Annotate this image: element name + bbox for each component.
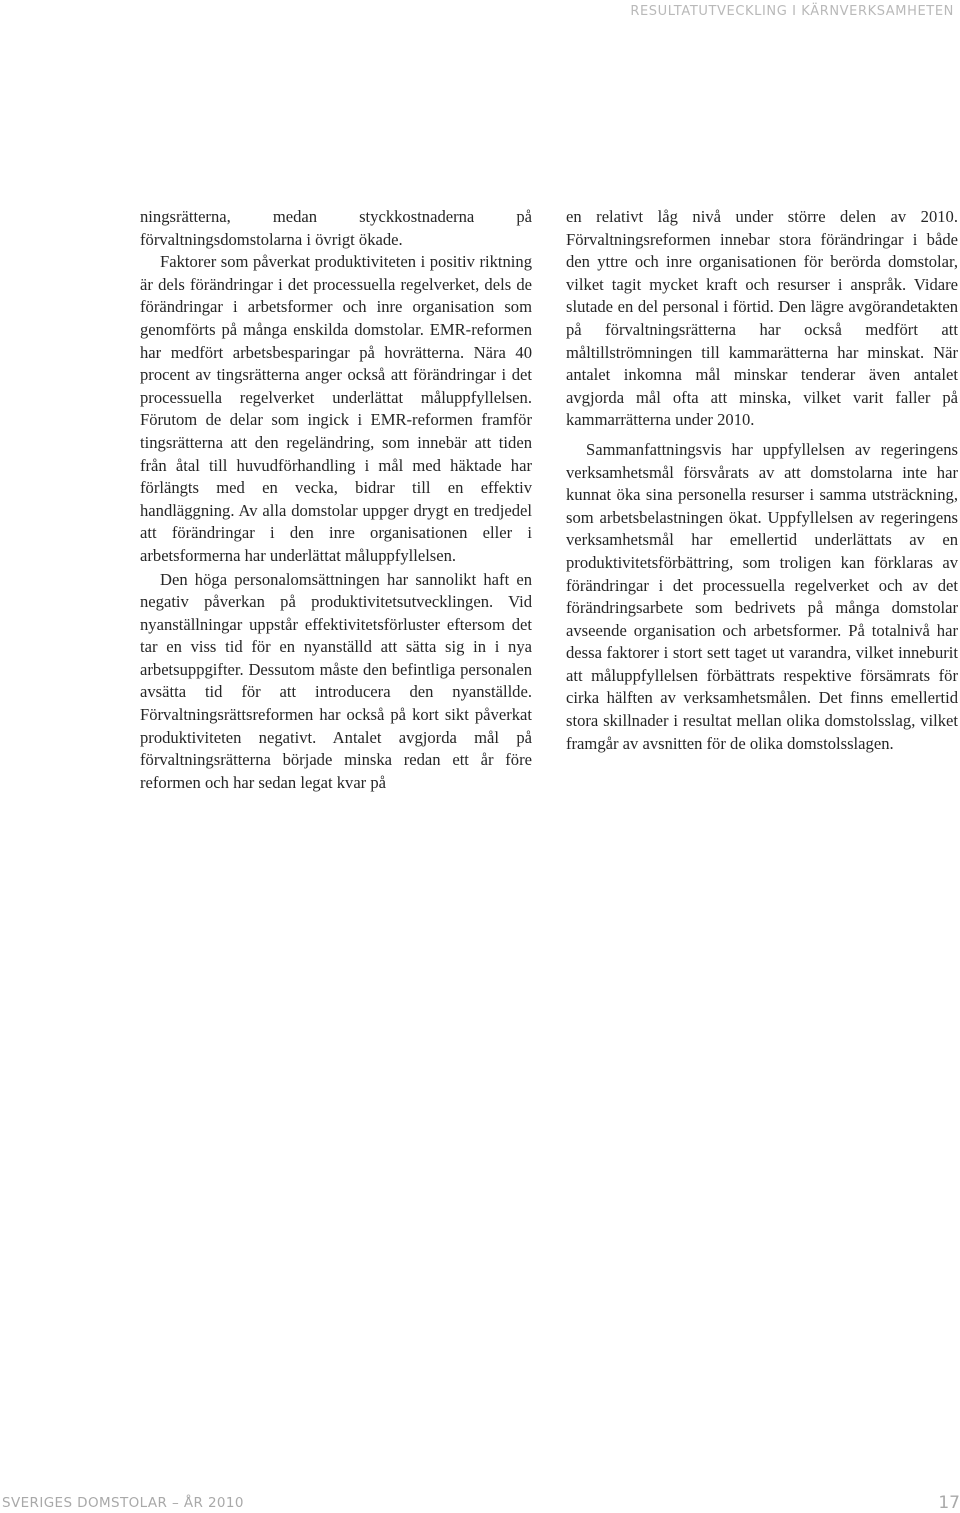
- paragraph: ningsrätterna, medan styckkostnaderna på förvaltningsdomstolarna i övrigt ökade.: [140, 207, 532, 249]
- paragraph: en relativt låg nivå under större delen av 2010. Förvaltningsreformen innebar stora förändringar i både den yttre och inre organisationen för berörda domstolar, vilket tagit mycket kraft och resurser i anspråk. Vidare slutade en del personal i förtid. Den lägre avgörandetakten på förvaltningsrätterna har också medfört att måltillströmningen till kammarätterna har minskat. När antalet inkomna mål minskar tenderar även antalet avgjorda mål ofta att minska, vilket varit faller på kammarrätterna under 2010.: [566, 207, 958, 430]
- page-number: 17: [938, 1493, 960, 1513]
- publication-footer: SVERIGES DOMSTOLAR – ÅR 2010: [2, 1495, 244, 1511]
- paragraph: Sammanfattningsvis har uppfyllelsen av regeringens verksamhetsmål försvårats av att domstolarna inte har kunnat öka sina personella resurser i samma utsträckning, som arbetsbelastningen ökat. Uppfyllelsen av regeringens verksamhetsmål har emellertid underlättats av en produktivitetsförbättring, som troligen kan förklaras av förändringar i det processuella regelverket och av det förändringsarbete som bedrivets på många domstolar avseende organisation och arbetsformer. På totalnivå har dessa faktorer i stort sett taget ut varandra, vilket inneburit att måluppfyllelsen förbättrats respektive försämrats för cirka hälften av verksamhetsmålen. Det finns emellertid stora skillnader i resultat mellan olika domstolsslag, vilket framgår av avsnitten för de olika domstolsslagen.: [566, 439, 958, 753]
- paragraph: Den höga personalomsättningen har sannolikt haft en negativ påverkan på produktivitetsutvecklingen. Vid nyanställningar uppstår effektivitetsförluster eftersom det tar en viss tid för en nyanställd att sätta sig in i nya arbetsuppgifter. Dessutom måste den befintliga personalen avsätta tid för att introducera den nyanställde. Förvaltningsrättsreformen har också på kort sikt påverkat produktiviteten negativt. Antalet avgjorda mål på förvaltningsrätterna började minska redan ett år före reformen och har sedan legat kvar på: [140, 569, 532, 792]
- right-text-column: [566, 206, 958, 755]
- running-header: RESULTATUTVECKLING I KÄRNVERKSAMHETEN: [630, 4, 954, 19]
- paragraph: Faktorer som påverkat produktiviteten i positiv riktning är dels förändringar i det processuella regelverket, dels de förändringar i arbetsformer och inre organisation som genomförts på många enskilda domstolar. EMR-reformen har medfört arbetsbesparingar på hovrätterna. Nära 40 procent av tingsrätterna anger också att förändringar i det processuella regelverket underlättat måluppfyllelsen. Förutom de delar som ingick i EMR-reformen framför tingsrätterna att den regeländring, som innebär att tiden från åtal till huvudförhandling i mål med häktade har förlängts med en vecka, bidrar till en effektiv handläggning. Av alla domstolar uppger drygt en tredjedel att förändringar i den inre organisationen eller i arbetsformerna har underlättat måluppfyllelsen.: [140, 252, 532, 565]
- left-text-column: [140, 206, 532, 794]
